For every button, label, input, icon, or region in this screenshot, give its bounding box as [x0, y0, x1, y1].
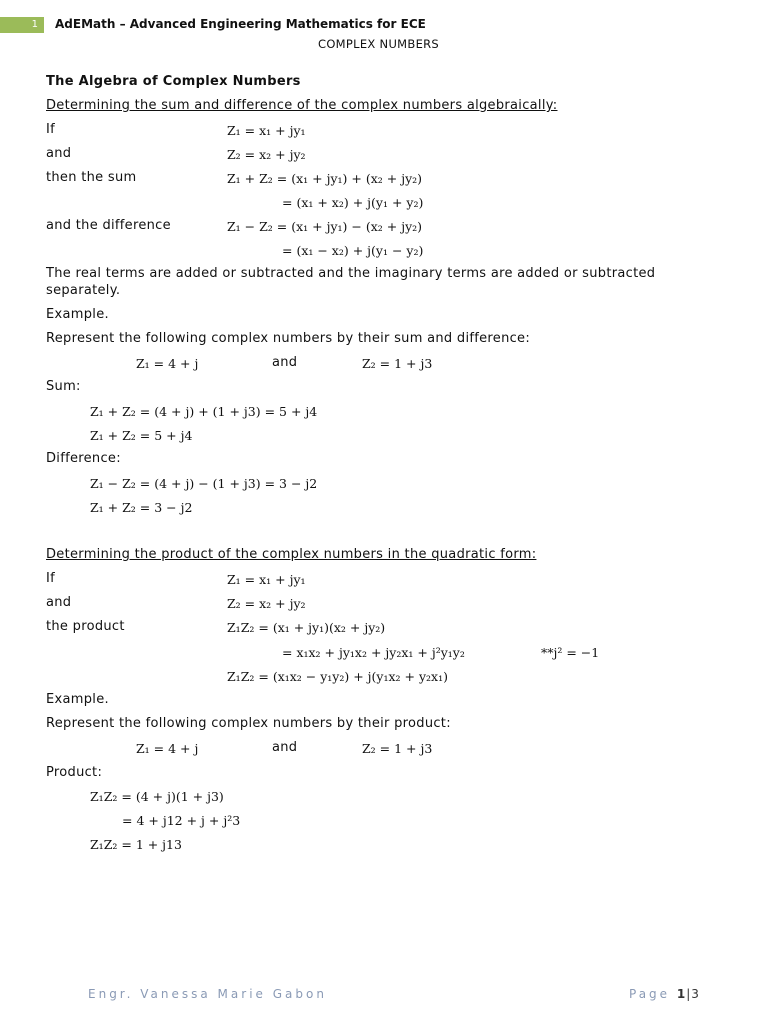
equation-z1-definition: Z₁ = x₁ + jy₁ — [227, 123, 306, 138]
example-1-and: and — [272, 355, 298, 370]
example-1-prompt: Represent the following complex numbers by their sum and difference: — [46, 331, 531, 346]
example-2-and: and — [272, 740, 298, 755]
equation-sum-line-2: = (x₁ + x₂) + j(y₁ + y₂) — [282, 195, 424, 210]
product-equation-1: Z₁Z₂ = (x₁ + jy₁)(x₂ + jy₂) — [227, 620, 386, 635]
equation-z1-definition-2: Z₁ = x₁ + jy₁ — [227, 572, 306, 587]
footer-page-indicator — [629, 987, 700, 1001]
equation-difference-line-1: Z₁ − Z₂ = (x₁ + jy₁) − (x₂ + jy₂) — [227, 219, 423, 234]
and-label-2: and — [46, 595, 72, 610]
product-example-equation-1: Z₁Z₂ = (4 + j)(1 + j3) — [90, 789, 224, 804]
equation-sum-line-1: Z₁ + Z₂ = (x₁ + jy₁) + (x₂ + jy₂) — [227, 171, 423, 186]
sum-label: Sum: — [46, 379, 81, 394]
page-number-tab: 1 — [0, 17, 44, 33]
equation-z2-definition-2: Z₂ = x₂ + jy₂ — [227, 596, 306, 611]
example-2-z2: Z₂ = 1 + j3 — [362, 741, 433, 756]
if-label: If — [46, 122, 56, 137]
j-squared-note: **j² = −1 — [541, 645, 600, 660]
document-header-subtitle: COMPLEX NUMBERS — [318, 37, 440, 51]
note-line-1: The real terms are added or subtracted and the imaginary terms are added or subtracted — [46, 266, 656, 281]
example-1-z1: Z₁ = 4 + j — [136, 356, 199, 371]
equation-z2-definition: Z₂ = x₂ + jy₂ — [227, 147, 306, 162]
document-header-title: AdEMath – Advanced Engineering Mathematics for ECE — [55, 17, 426, 31]
and-label: and — [46, 146, 72, 161]
product-label-general: the product — [46, 619, 125, 634]
footer-page-current: 1 — [676, 987, 687, 1001]
example-label-2: Example. — [46, 692, 109, 707]
product-example-equation-3: Z₁Z₂ = 1 + j13 — [90, 837, 182, 852]
if-label-2: If — [46, 571, 56, 586]
equation-difference-line-2: = (x₁ − x₂) + j(y₁ − y₂) — [282, 243, 424, 258]
product-heading: Determining the product of the complex numbers in the quadratic form: — [46, 547, 537, 562]
sum-equation-1: Z₁ + Z₂ = (4 + j) + (1 + j3) = 5 + j4 — [90, 404, 318, 419]
product-example-equation-2: = 4 + j12 + j + j²3 — [122, 813, 241, 828]
then-sum-label: then the sum — [46, 170, 137, 185]
footer-page-separator: | — [686, 987, 692, 1001]
product-label: Product: — [46, 765, 103, 780]
sum-equation-2: Z₁ + Z₂ = 5 + j4 — [90, 428, 193, 443]
note-line-2: separately. — [46, 283, 121, 298]
difference-title: Difference: — [46, 451, 121, 466]
footer-page-label: Page — [629, 987, 671, 1001]
example-2-z1: Z₁ = 4 + j — [136, 741, 199, 756]
example-2-prompt: Represent the following complex numbers by their product: — [46, 716, 451, 731]
section-title: The Algebra of Complex Numbers — [46, 74, 301, 89]
difference-equation-1: Z₁ − Z₂ = (4 + j) − (1 + j3) = 3 − j2 — [90, 476, 318, 491]
example-label-1: Example. — [46, 307, 109, 322]
product-equation-3: Z₁Z₂ = (x₁x₂ − y₁y₂) + j(y₁x₂ + y₂x₁) — [227, 669, 448, 684]
sum-difference-heading: Determining the sum and difference of the complex numbers algebraically: — [46, 98, 558, 113]
footer-page-total: 3 — [691, 987, 700, 1001]
difference-label: and the difference — [46, 218, 171, 233]
example-1-z2: Z₂ = 1 + j3 — [362, 356, 433, 371]
difference-equation-2: Z₁ + Z₂ = 3 − j2 — [90, 500, 193, 515]
product-equation-2: = x₁x₂ + jy₁x₂ + jy₂x₁ + j²y₁y₂ — [282, 645, 465, 660]
footer-author: Engr. Vanessa Marie Gabon — [88, 987, 327, 1001]
